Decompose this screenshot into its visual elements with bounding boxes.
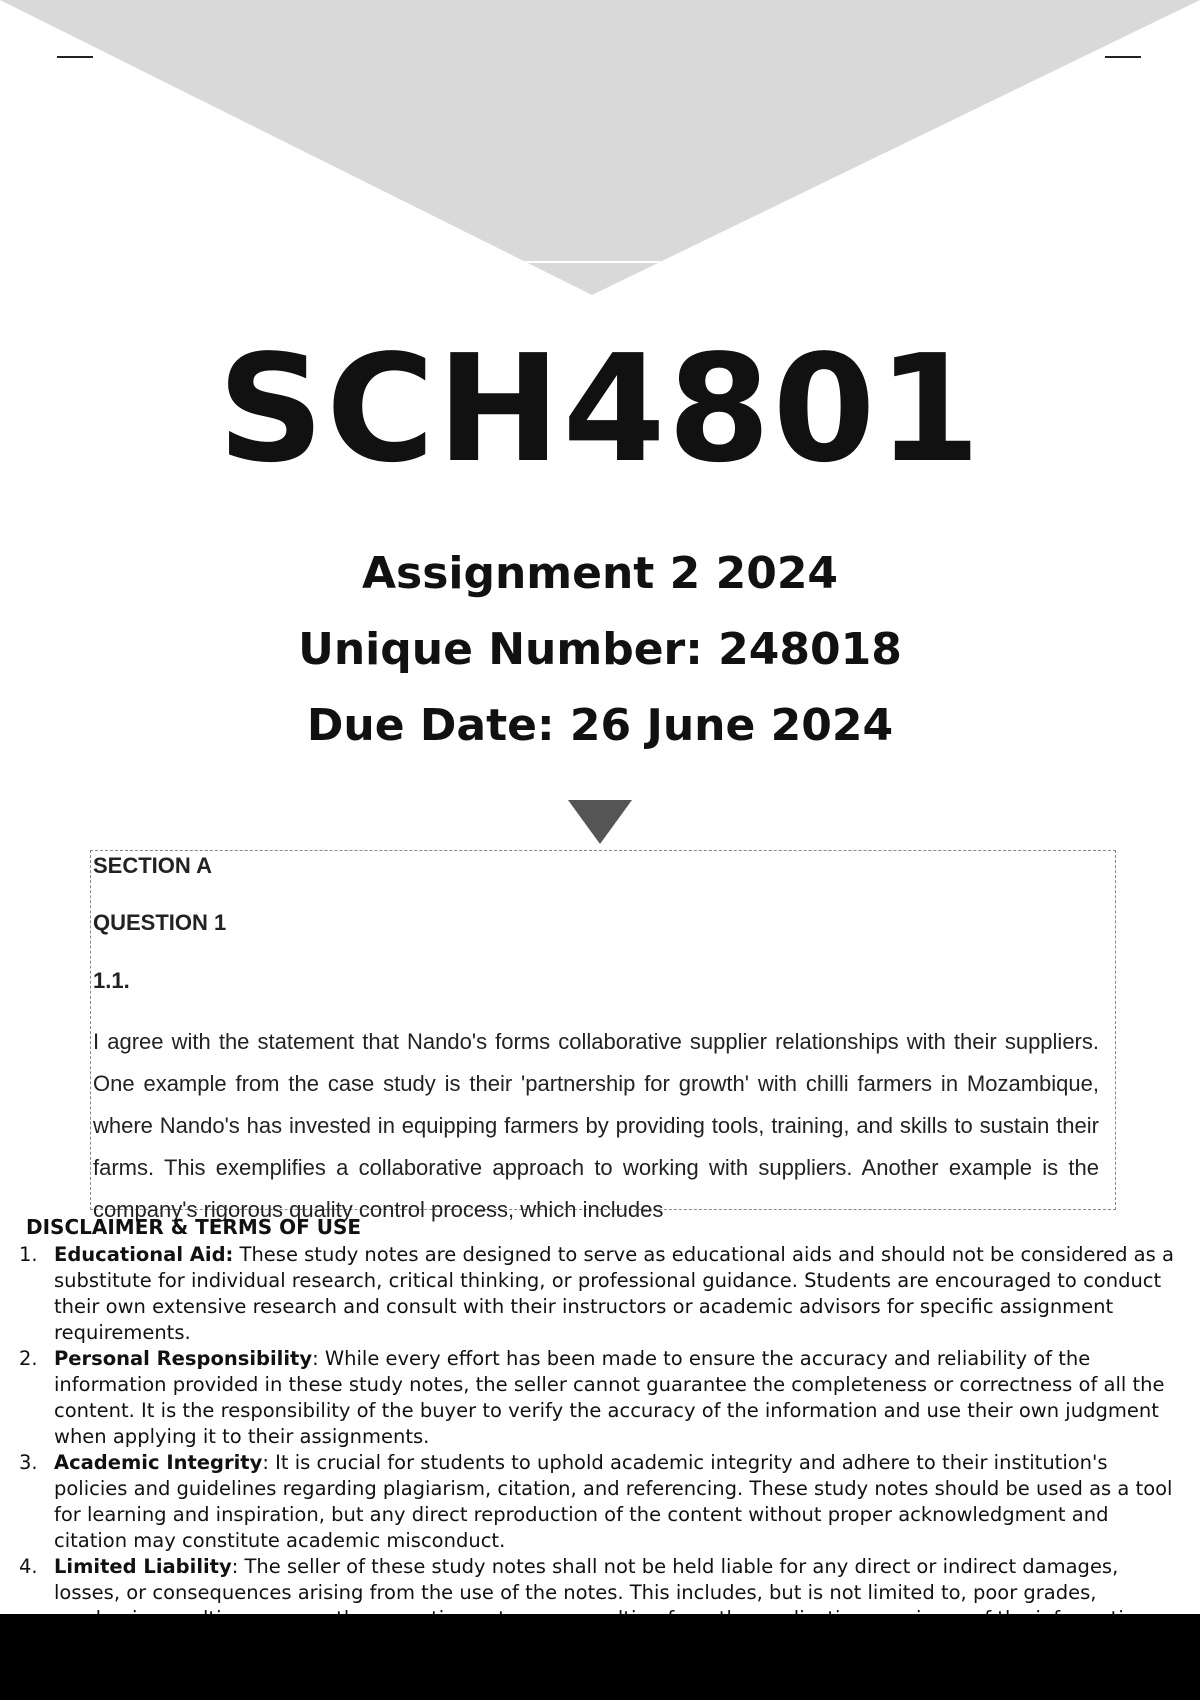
down-triangle-icon xyxy=(568,800,632,844)
course-code-title: SCH4801 xyxy=(217,323,983,495)
question-heading: QUESTION 1 xyxy=(93,910,227,935)
term-number: 3. xyxy=(19,1451,38,1474)
banner-chevron xyxy=(0,0,1200,295)
section-heading: SECTION A xyxy=(93,853,212,878)
viewer-bottom-bar xyxy=(0,1614,1200,1700)
terms-list-item xyxy=(0,1450,1200,1554)
assignment-title: Assignment 2 2024 xyxy=(361,548,839,599)
cover-banner xyxy=(0,0,1200,300)
term-number: 1. xyxy=(19,1243,38,1266)
answer-paragraph: I agree with the statement that Nando's forms collaborative supplier relationships with their suppliers. One example from the case study is their 'partnership for growth' with chilli farmers in Mozambique, where Nando's has invested in equipping farmers by providing tools, training, and skills to sustain their farms. This exemplifies a collaborative approach to working with suppliers. Another example is the company's rigorous quality control process, which includes xyxy=(93,1029,1099,1222)
disclaimer-title: DISCLAIMER & TERMS OF USE xyxy=(26,1215,362,1239)
document-excerpt-frame xyxy=(90,850,1116,1222)
term-label: Academic Integrity xyxy=(54,1451,263,1474)
corner-mark-right xyxy=(1105,56,1141,58)
term-label: Limited Liability xyxy=(54,1555,232,1578)
term-number: 2. xyxy=(19,1347,38,1370)
unique-number: Unique Number: 248018 xyxy=(298,624,902,675)
terms-list-item xyxy=(0,1346,1200,1450)
term-text: These study notes are designed to serve as educational aids and should not be considered as a substitute for individual research, critical thinking, or professional guidance. Students are encouraged to conduct their own extensive research and consult with their instructors or academic advisors for specific assignment requirements. xyxy=(54,1243,1174,1344)
terms-list xyxy=(0,1242,1200,1632)
corner-mark-left xyxy=(57,56,93,58)
term-text: : While every effort has been made to ensure the accuracy and reliability of the information provided in these study notes, the seller cannot guarantee the completeness or correctness of all the content. It is the responsibility of the buyer to verify the accuracy of the information and use their own judgment when applying it to their assignments. xyxy=(54,1347,1165,1448)
disclaimer-section xyxy=(0,1214,1200,1614)
term-label: Personal Responsibility xyxy=(54,1347,313,1370)
term-text: : The seller of these study notes shall not be held liable for any direct or indirect damages, losses, or consequences arising from the use of the notes. This includes, but is not limited to, poor grades, xyxy=(54,1555,1119,1604)
term-number: 4. xyxy=(19,1555,38,1578)
due-date: Due Date: 26 June 2024 xyxy=(306,700,894,751)
sub-question-number: 1.1. xyxy=(93,968,130,993)
term-label: Educational Aid: xyxy=(54,1243,234,1266)
terms-list-item xyxy=(0,1242,1200,1346)
term-text: : It is crucial for students to uphold academic integrity and adhere to their institution's policies and guidelines regarding plagiarism, citation, and referencing. These study notes should be used as a tool for learning and inspiration, but any direct reproduction of the content without proper acknowledgment and citation may constitute academic misconduct. xyxy=(54,1451,1173,1552)
